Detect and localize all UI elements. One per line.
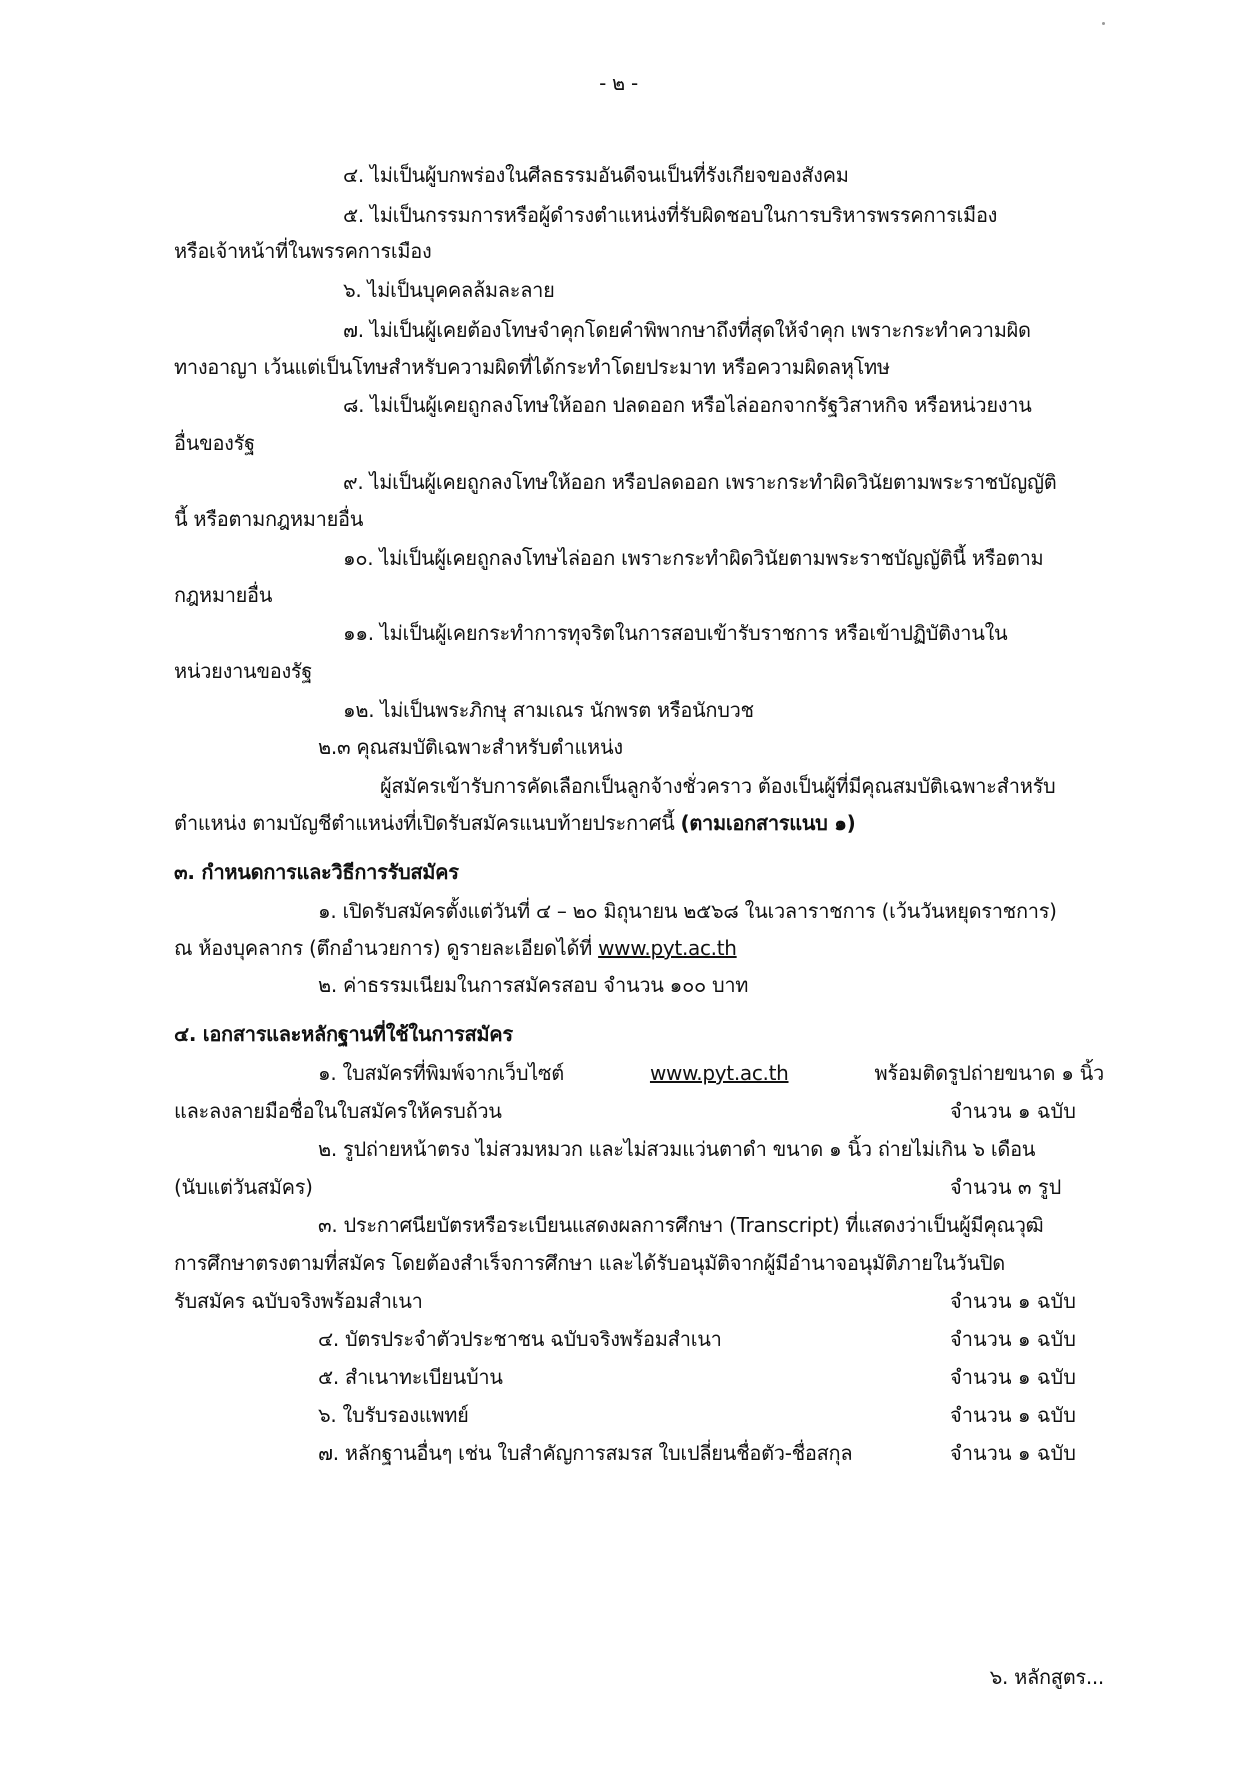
doc-1-quantity: จำนวน ๑ ฉบับ (950, 1099, 1076, 1123)
doc-3-line-3: รับสมัคร ฉบับจริงพร้อมสำเนา (174, 1289, 423, 1313)
attachment-reference: (ตามเอกสารแนบ ๑) (680, 811, 856, 835)
doc-2-quantity: จำนวน ๓ รูป (950, 1175, 1062, 1199)
doc-7-quantity: จำนวน ๑ ฉบับ (950, 1441, 1076, 1465)
item-9-cont: นี้ หรือตามกฎหมายอื่น (174, 507, 364, 531)
qualifications-line-2 (174, 808, 855, 838)
item-8-cont: อื่นของรัฐ (174, 431, 255, 455)
qualifications-line-2-text: ตำแหน่ง ตามบัญชีตำแหน่งที่เปิดรับสมัครแนบท้ายประกาศนี้ (174, 811, 681, 835)
item-11: ๑๑. ไม่เป็นผู้เคยกระทำการทุจริตในการสอบเข้ารับราชการ หรือเข้าปฏิบัติงานใน (343, 621, 1008, 645)
continuation-note: ๖. หลักสูตร... (989, 1665, 1104, 1689)
website-link[interactable]: www.pyt.ac.th (598, 936, 737, 960)
page-number: - ๒ - (599, 71, 638, 95)
doc-5: ๕. สำเนาทะเบียนบ้าน (318, 1365, 503, 1389)
doc-1-line-1 (318, 1058, 1104, 1088)
section-3-line-2 (174, 933, 737, 963)
item-11-cont: หน่วยงานของรัฐ (174, 659, 313, 683)
item-7: ๗. ไม่เป็นผู้เคยต้องโทษจำคุกโดยคำพิพากษาถึงที่สุดให้จำคุก เพราะกระทำความผิด (343, 318, 1031, 342)
item-10: ๑๐. ไม่เป็นผู้เคยถูกลงโทษไล่ออก เพราะกระทำผิดวินัยตามพระราชบัญญัตินี้ หรือตาม (343, 546, 1044, 570)
doc-4-quantity: จำนวน ๑ ฉบับ (950, 1327, 1076, 1351)
doc-3-line-1: ๓. ประกาศนียบัตรหรือระเบียนแสดงผลการศึกษา (Transcript) ที่แสดงว่าเป็นผู้มีคุณวุฒิ (318, 1213, 1044, 1237)
doc-6: ๖. ใบรับรองแพทย์ (318, 1403, 469, 1427)
doc-4: ๔. บัตรประจำตัวประชาชน ฉบับจริงพร้อมสำเนา (318, 1327, 722, 1351)
section-3-line-1: ๑. เปิดรับสมัครตั้งแต่วันที่ ๔ – ๒๐ มิถุนายน ๒๕๖๘ ในเวลาราชการ (เว้นวันหยุดราชการ) (318, 899, 1057, 923)
doc-7: ๗. หลักฐานอื่นๆ เช่น ใบสำคัญการสมรส ใบเปลี่ยนชื่อตัว-ชื่อสกุล (318, 1441, 853, 1465)
doc-5-quantity: จำนวน ๑ ฉบับ (950, 1365, 1076, 1389)
doc-2-line-1: ๒. รูปถ่ายหน้าตรง ไม่สวมหมวก และไม่สวมแว่นตาดำ ขนาด ๑ นิ้ว ถ่ายไม่เกิน ๖ เดือน (318, 1137, 1036, 1161)
section-4-heading: ๔. เอกสารและหลักฐานที่ใช้ในการสมัคร (174, 1022, 513, 1046)
doc-2-line-2: (นับแต่วันสมัคร) (174, 1175, 313, 1199)
item-10-cont: กฎหมายอื่น (174, 583, 273, 607)
doc-6-quantity: จำนวน ๑ ฉบับ (950, 1403, 1076, 1427)
qualifications-heading: ๒.๓ คุณสมบัติเฉพาะสำหรับตำแหน่ง (318, 735, 623, 759)
doc-3-line-2: การศึกษาตรงตามที่สมัคร โดยต้องสำเร็จการศึกษา และได้รับอนุมัติจากผู้มีอำนาจอนุมัติภายในวันปิด (174, 1251, 1005, 1275)
doc-1-website-link[interactable]: www.pyt.ac.th (649, 1061, 789, 1085)
fee-line: ๒. ค่าธรรมเนียมในการสมัครสอบ จำนวน ๑๐๐ บาท (318, 973, 749, 997)
section-3-heading: ๓. กำหนดการและวิธีการรับสมัคร (174, 860, 459, 884)
item-9: ๙. ไม่เป็นผู้เคยถูกลงโทษให้ออก หรือปลดออก เพราะกระทำผิดวินัยตามพระราชบัญญัติ (343, 470, 1057, 494)
item-7-cont: ทางอาญา เว้นแต่เป็นโทษสำหรับความผิดที่ได้กระทำโดยประมาท หรือความผิดลหุโทษ (174, 355, 890, 379)
item-5-cont: หรือเจ้าหน้าที่ในพรรคการเมือง (174, 239, 432, 263)
item-12: ๑๒. ไม่เป็นพระภิกษุ สามเณร นักพรต หรือนักบวช (343, 698, 754, 722)
item-4: ๔. ไม่เป็นผู้บกพร่องในศีลธรรมอันดีจนเป็นที่รังเกียจของสังคม (343, 163, 849, 187)
item-8: ๘. ไม่เป็นผู้เคยถูกลงโทษให้ออก ปลดออก หรือไล่ออกจากรัฐวิสาหกิจ หรือหน่วยงาน (343, 393, 1032, 417)
item-5: ๕. ไม่เป็นกรรมการหรือผู้ดำรงตำแหน่งที่รับผิดชอบในการบริหารพรรคการเมือง (343, 203, 998, 227)
doc-3-quantity: จำนวน ๑ ฉบับ (950, 1289, 1076, 1313)
scan-speck (1102, 22, 1105, 25)
doc-1-photo-text: พร้อมติดรูปถ่ายขนาด ๑ นิ้ว (874, 1061, 1104, 1085)
doc-1-line-2: และลงลายมือชื่อในใบสมัครให้ครบถ้วน (174, 1099, 502, 1123)
item-6: ๖. ไม่เป็นบุคคลล้มละลาย (343, 278, 555, 302)
qualifications-line-1: ผู้สมัครเข้ารับการคัดเลือกเป็นลูกจ้างชั่วคราว ต้องเป็นผู้ที่มีคุณสมบัติเฉพาะสำหรับ (380, 774, 1056, 798)
section-3-line-2-text: ณ ห้องบุคลากร (ตึกอำนวยการ) ดูรายละเอียดได้ที่ (174, 936, 599, 960)
doc-1-text: ๑. ใบสมัครที่พิมพ์จากเว็บไซต์ (318, 1061, 564, 1085)
